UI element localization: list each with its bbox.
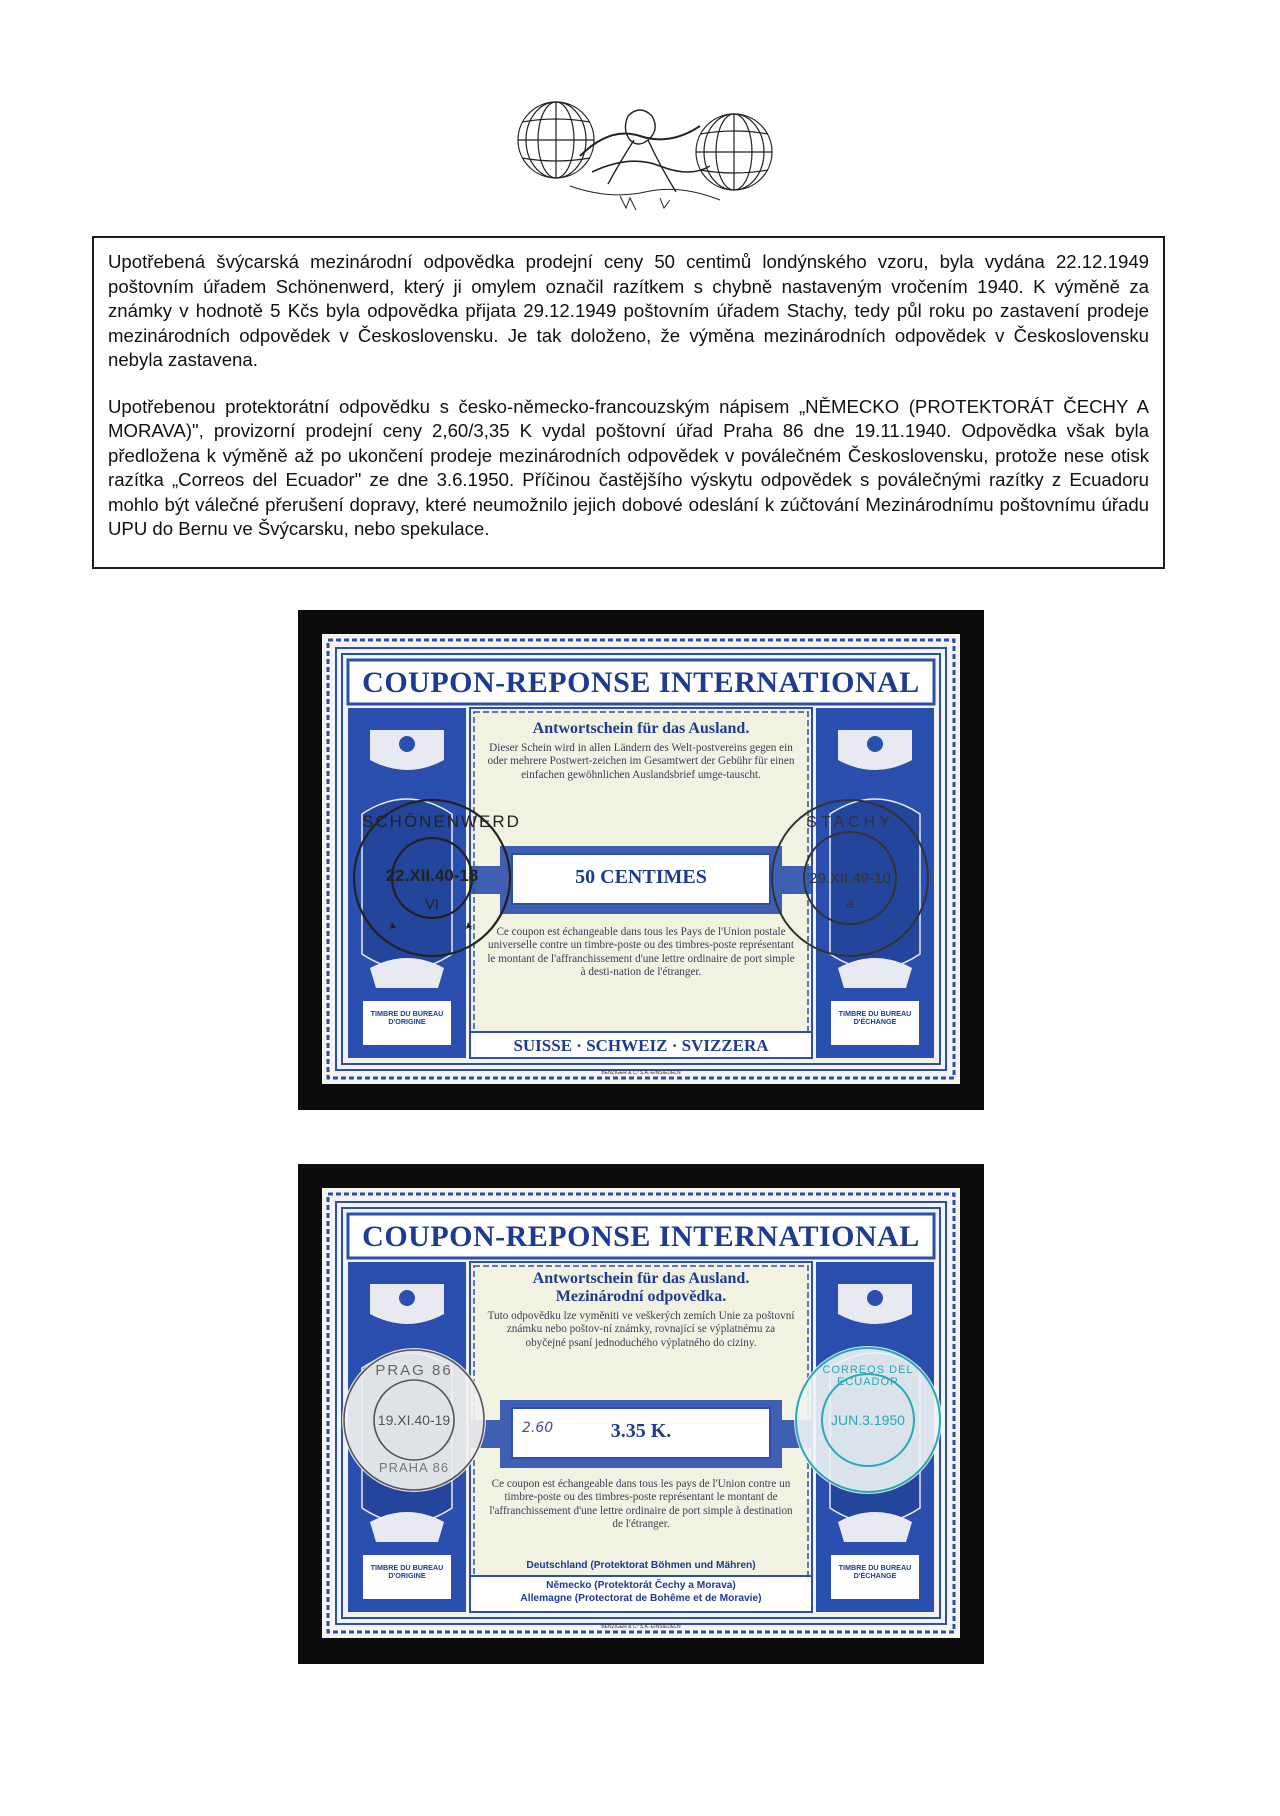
coupon-swiss-exchange-box: TIMBRE DU BUREAU D'ÉCHANGE — [838, 1009, 912, 1026]
coupon-protectorate-origin-box: TIMBRE DU BUREAU D'ORIGINE — [370, 1563, 444, 1580]
coupon-swiss-origin-box: TIMBRE DU BUREAU D'ORIGINE — [370, 1009, 444, 1026]
coupon-protectorate — [322, 1188, 960, 1638]
coupon-protectorate-french-text: Ce coupon est échangeable dans tous les pays de l'Union contre un timbre-poste ou des timbres-poste représentant le montant de l'affranchissement d'une lettre ordinaire de port simple à destination de l'étranger. — [489, 1478, 793, 1531]
coupon-swiss-german-text: Dieser Schein wird in allen Ländern des Welt-postvereins gegen ein oder mehrere Postwert-zeichen im Gesamtwert der Gebühr für einen einfachen gewöhnlichen Auslandsbrief umge-tauscht. — [487, 742, 795, 781]
postmark-schonenwerd-date: 22.XII.40-18 — [385, 866, 479, 885]
postmark-stachy-date: 29.XII.49-10 — [809, 870, 891, 887]
coupon-swiss-subtitle: Antwortschein für das Ausland. — [532, 720, 750, 737]
coupon-protectorate-czech-text: Tuto odpovědku lze vyměniti ve veškerých zemích Unie za poštovní známku nebo poštov-ní známky, rovnající se výplatnému za obyčejné psaní jednoduchého výplatného do ciziny. — [487, 1310, 795, 1349]
coupon-swiss-french-text: Ce coupon est échangeable dans tous les Pays de l'Union postale universelle contre un timbre-poste ou des timbres-poste représentant le montant de l'affranchissement d'une lettre ordinaire de port simple à desti-nation de l'étranger. — [487, 926, 795, 979]
description-paragraph-1: Upotřebená švýcarská mezinárodní odpovědka prodejní ceny 50 centimů londýnského vzoru, byla vydána 22.12.1949 poštovním úřadem Schönenwerd, který ji omylem označil razítkem s chybně nastaveným vročením 1940. K výměně za známky v hodnotě 5 Kčs byla odpovědka přijata 29.12.1949 poštovním úřadem Stachy, tedy půl roku po zastavení prodeje mezinárodních odpovědek v Československu. Je tak doloženo, že výměna mezinárodních odpovědek v Československu nebyla zastavena. — [108, 251, 1149, 370]
postmark-ecuador-date: JUN.3.1950 — [831, 1412, 905, 1428]
handwritten-price: 2.60 — [522, 1420, 554, 1436]
description-paragraph-2: Upotřebenou protektorátní odpovědku s česko-německo-francouzským nápisem „NĚMECKO (PROTEKTORÁT ČECHY A MORAVA)", provizorní prodejní ceny 2,60/3,35 K vydal poštovní úřad Praha 86 dne 19.11.1940. Odpovědka však byla předložena k výměně až po ukončení prodeje mezinárodních odpovědek v poválečném Československu, protože nese otisk razítka „Correos del Ecuador" ze dne 3.6.1950. Příčinou častějšího výskytu odpovědek s poválečnými razítky z Ecuadoru mohlo být válečné přerušení dopravy, které neumožnilo jejich dobové odeslání k zúčtování Mezinárodnímu poštovnímu úřadu UPU do Bernu ve Švýcarsku, nebo spekulace. — [108, 395, 1149, 539]
coupon-protectorate-country-de: Deutschland (Protektorat Böhmen und Mähren) — [526, 1560, 756, 1571]
coupon-swiss-country: SUISSE · SCHWEIZ · SVIZZERA — [513, 1036, 769, 1055]
coupon-protectorate-printer: BENZIGER & Cº S.A.-EINSIEDELN — [601, 1624, 681, 1630]
postmark-prag-date: 19.XI.40-19 — [377, 1412, 451, 1428]
coupon-protectorate-title: COUPON-REPONSE INTERNATIONAL — [362, 1220, 920, 1253]
coupon-protectorate-value: 3.35 K. — [610, 1420, 672, 1442]
coupon-protectorate-subtitle: Antwortschein für das Ausland. — [532, 1270, 750, 1287]
coupon-swiss — [322, 634, 960, 1084]
stamp-mount-protectorate — [298, 1164, 984, 1664]
coupon-swiss-printer: BENZIGER & Cº S.A.-EINSIEDELN — [601, 1070, 681, 1076]
stamp-mount-swiss — [298, 610, 984, 1110]
upu-globes-emblem — [510, 96, 780, 216]
postmark-prag-town: PRAG 86 — [375, 1362, 453, 1379]
coupon-protectorate-country-fr: Allemagne (Protectorat de Bohême et de Moravie) — [520, 1593, 762, 1604]
description-box — [92, 236, 1165, 569]
coupon-swiss-value: 50 CENTIMES — [575, 866, 707, 888]
postmark-stachy-office: a — [846, 896, 854, 911]
coupon-swiss-title: COUPON-REPONSE INTERNATIONAL — [362, 666, 920, 699]
postmark-schonenwerd-office: VI — [424, 896, 440, 913]
coupon-protectorate-country-cz: Německo (Protektorát Čechy a Morava) — [546, 1580, 736, 1591]
coupon-protectorate-exchange-box: TIMBRE DU BUREAU D'ÉCHANGE — [838, 1563, 912, 1580]
postmark-praha-town: PRAHA 86 — [378, 1460, 450, 1475]
postmark-stachy-town: STACHY — [806, 814, 894, 831]
postmark-ecuador-town: CORREOS DEL ECUADOR — [822, 1364, 914, 1388]
postmark-schonenwerd-town: SCHÖNENWERD — [362, 812, 521, 831]
coupon-protectorate-subtitle-cz: Mezinárodní odpovědka. — [555, 1288, 727, 1305]
